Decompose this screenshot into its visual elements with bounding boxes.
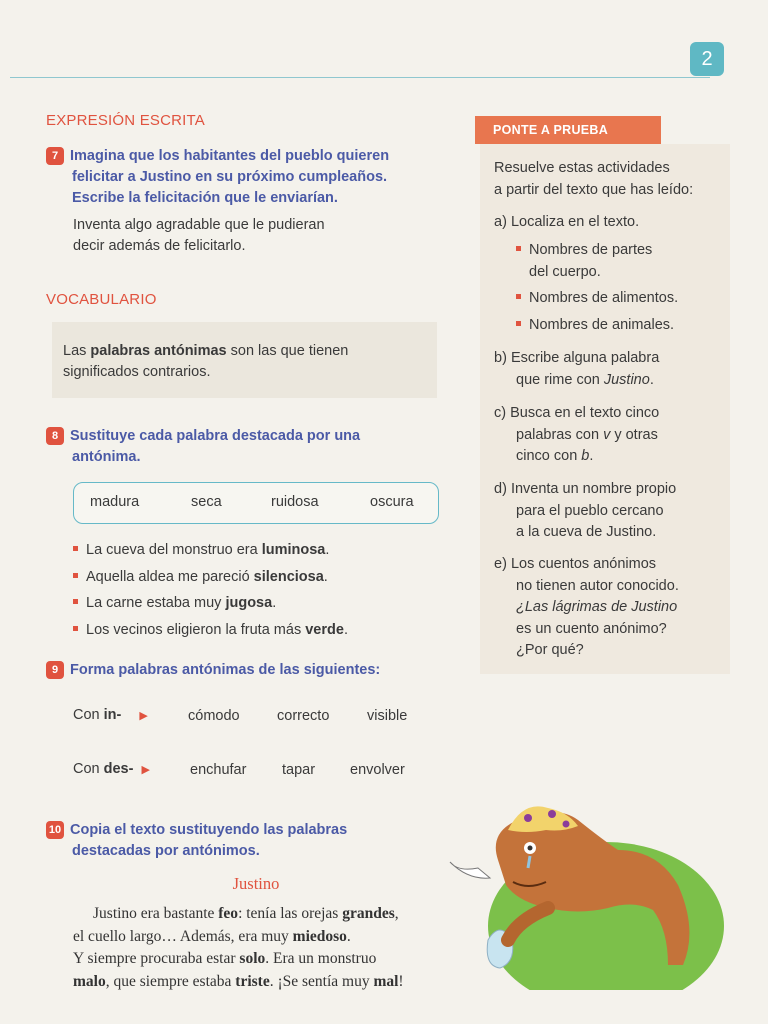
exercise-10-line: destacadas por antónimos. xyxy=(72,843,260,859)
task-b: b) Escribe alguna palabra que rime con Justino. xyxy=(494,350,660,388)
prefix-word: envolver xyxy=(350,762,405,778)
word-bank xyxy=(73,482,439,524)
prefix-word: cómodo xyxy=(188,708,240,724)
word-bank-item: oscura xyxy=(370,494,414,510)
page-number-badge: 2 xyxy=(690,42,724,76)
task-a: a) Localiza en el texto. xyxy=(494,214,640,230)
exercise-8-number: 8 xyxy=(46,427,64,445)
exercise-9-title: Forma palabras antónimas de las siguientes: xyxy=(70,662,381,678)
task-d: d) Inventa un nombre propio para el pueblo cercano a la cueva de Justino. xyxy=(494,481,677,540)
ponte-intro: Resuelve estas actividades a partir del texto que has leído: xyxy=(494,160,694,198)
task-c: c) Busca en el texto cinco palabras con v y otras cinco con b. xyxy=(494,405,660,464)
exercise-9 xyxy=(46,660,380,681)
exercise-7-line: Escribe la felicitación que le enviarían. xyxy=(72,190,338,206)
def-text: Las xyxy=(63,343,91,359)
header-rule xyxy=(10,77,710,78)
story-title: Justino xyxy=(232,874,280,893)
exercise-10-number: 10 xyxy=(46,821,64,839)
word-bank-item: seca xyxy=(191,494,222,510)
exercise-7-line: Imagina que los habitantes del pueblo quieren xyxy=(70,148,390,164)
prefix-word: enchufar xyxy=(190,762,247,778)
task-a-item: del cuerpo. xyxy=(529,263,601,280)
monster-illustration xyxy=(428,790,728,990)
prefix-word: correcto xyxy=(277,708,330,724)
word-bank-item: madura xyxy=(90,494,140,510)
expresion-heading: EXPRESIÓN ESCRITA xyxy=(46,112,205,129)
exercise-8-sentences xyxy=(73,537,348,643)
def-term: palabras antónimas xyxy=(90,343,227,359)
prefix-word: tapar xyxy=(282,762,316,778)
exercise-8-line: Sustituye cada palabra destacada por una xyxy=(70,428,361,444)
word-bank-item: ruidosa xyxy=(271,494,319,510)
def-text: significados contrarios. xyxy=(63,364,211,380)
def-text: son las que tienen xyxy=(226,343,349,359)
exercise-7-body xyxy=(73,215,325,257)
body-line: Inventa algo agradable que le pudieran xyxy=(73,217,325,233)
exercise-7-line: felicitar a Justino en su próximo cumpleaños. xyxy=(72,169,388,185)
definition-text xyxy=(63,341,348,383)
prefix-word: visible xyxy=(367,708,408,724)
sentence-item: Aquella aldea me pareció silenciosa. xyxy=(73,564,348,591)
task-e: e) Los cuentos anónimos no tienen autor conocido. ¿Las lágrimas de Justino es un cuento anónimo? ¿Por qué? xyxy=(494,556,679,658)
exercise-8-line: antónima. xyxy=(72,449,141,465)
exercise-9-number: 9 xyxy=(46,661,64,679)
ponte-title: PONTE A PRUEBA xyxy=(475,116,661,144)
exercise-8 xyxy=(46,426,360,468)
task-a-item: Nombres de partes xyxy=(516,240,678,262)
prefix-row-des: Con des- ▶ xyxy=(73,761,150,777)
prefix-row-in: Con in- ▶ xyxy=(73,707,148,723)
task-a-item: Nombres de animales. xyxy=(516,315,678,337)
vocabulario-heading: VOCABULARIO xyxy=(46,291,157,308)
sentence-item: La carne estaba muy jugosa. xyxy=(73,590,348,617)
exercise-7 xyxy=(46,146,389,209)
story-text: Justino era bastante feo: tenía las orejas grandes, el cuello largo… Además, era muy miedoso. Y siempre procuraba estar solo. Era un monstruo malo, que siempre estaba triste. ¡Se sentía muy mal! xyxy=(73,905,404,990)
exercise-10 xyxy=(46,820,347,862)
body-line: decir además de felicitarlo. xyxy=(73,238,246,254)
arrow-right-icon: ▶ xyxy=(139,710,148,722)
arrow-right-icon: ▶ xyxy=(141,764,150,776)
sentence-item: Los vecinos eligieron la fruta más verde. xyxy=(73,617,348,644)
task-a-items xyxy=(516,240,678,336)
sentence-item: La cueva del monstruo era luminosa. xyxy=(73,537,348,564)
exercise-10-line: Copia el texto sustituyendo las palabras xyxy=(70,822,348,838)
exercise-7-number: 7 xyxy=(46,147,64,165)
task-a-item: Nombres de alimentos. xyxy=(516,288,678,310)
